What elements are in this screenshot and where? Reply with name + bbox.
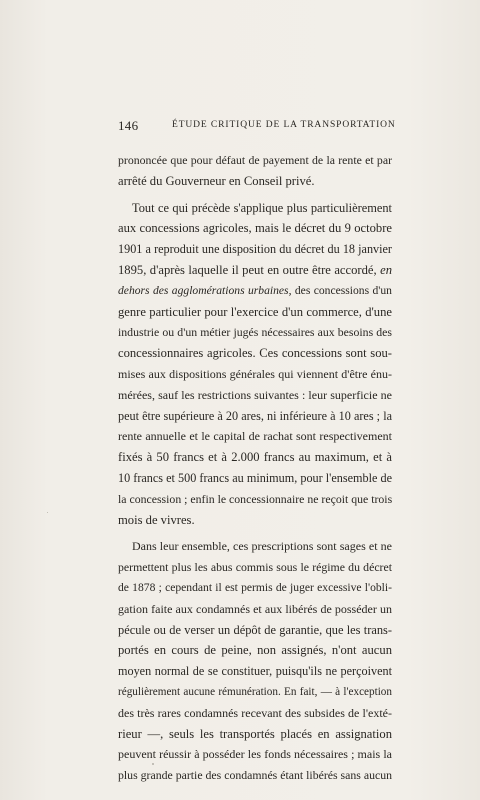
text-line [118, 765, 392, 786]
text-line [118, 536, 392, 557]
text-line-content: de 1878 ; cependant il est permis de juger excessive l'obli- [118, 580, 392, 594]
text-line [118, 406, 392, 427]
text-line [118, 557, 392, 578]
text-line-content: peut être supérieure à 20 ares, ni inférieure à 10 ares ; la [118, 408, 392, 423]
text-line-content: 1901 a reproduit une disposition du décret du 18 janvier [118, 242, 392, 257]
text-line-content: régulièrement aucune rémunération. En fait, — à l'exception [118, 685, 392, 698]
text-line-lead: 1895, d'après laquelle il peut en outre être accordé, [118, 262, 377, 277]
text-line [118, 724, 392, 745]
text-line-content [118, 281, 392, 302]
text-line [118, 661, 392, 682]
text-line-content: gation faite aux condamnés et aux libérés de posséder un [118, 601, 392, 616]
text-line [118, 260, 392, 281]
page-header [118, 118, 396, 134]
text-line [118, 302, 392, 323]
running-title: ÉTUDE CRITIQUE DE LA TRANSPORTATION [172, 120, 396, 130]
text-line-content [118, 260, 392, 281]
text-line [118, 703, 392, 724]
paper-speck [152, 763, 154, 765]
text-line-content: rente annuelle et le capital de rachat sont respectivement [118, 429, 392, 444]
text-line-content: arrêté du Gouverneur en Conseil privé. [118, 173, 315, 188]
text-line-content: prononcée que pour défaut de payement de la rente et par [118, 153, 392, 167]
text-line [118, 385, 392, 406]
text-line-content: pécule ou de verser un dépôt de garantie, que les trans- [118, 622, 392, 637]
text-line [118, 281, 392, 302]
text-line [118, 640, 392, 661]
text-line [118, 426, 392, 447]
text-line [118, 620, 392, 641]
text-line-content: la concession ; enfin le concessionnaire ne reçoit que trois [118, 491, 393, 506]
text-line [118, 599, 392, 620]
text-line [118, 171, 392, 192]
text-line [118, 447, 392, 468]
paper-speck [47, 512, 48, 513]
text-line [118, 744, 392, 765]
text-line-content: peuvent réussir à posséder les fonds nécessaires ; mais la [118, 747, 392, 762]
text-line-content: 10 francs et 500 francs au minimum, pour l'ensemble de [118, 470, 392, 485]
text-line-content: concessionnaires agricoles. Ces concessions sont sou- [118, 346, 392, 361]
page-number: 146 [118, 118, 139, 133]
text-line [118, 510, 392, 531]
italic-text: dehors des agglomérations urbaines, [118, 283, 292, 297]
text-line [118, 239, 392, 260]
body-text [118, 150, 392, 786]
text-line-content: mises aux dispositions générales qui viennent d'être énu- [118, 366, 392, 381]
text-line [118, 150, 392, 171]
text-line [118, 198, 392, 219]
text-line [118, 364, 392, 385]
italic-text: en [380, 262, 392, 277]
text-line-content: mérées, sauf les restrictions suivantes : leur superficie ne [118, 387, 392, 402]
text-line [118, 468, 392, 489]
text-line-content: permettent plus les abus commis sous le régime du décret [118, 560, 392, 575]
text-line [118, 322, 392, 343]
text-line-content: rieur —, seuls les transportés placés en assignation [118, 726, 392, 741]
text-line-content: mois de vivres. [118, 512, 195, 527]
text-line-content: industrie ou d'un métier jugés nécessaires aux besoins des [118, 325, 392, 340]
text-line [118, 682, 392, 703]
text-line [118, 489, 392, 510]
text-line-content: Tout ce qui précède s'applique plus particulièrement [132, 200, 392, 215]
text-line-content: des très rares condamnés recevant des subsides de l'exté- [118, 705, 392, 720]
text-line-content: moyen normal de se constituer, puisqu'ils ne perçoivent [118, 664, 392, 679]
text-line-content: Dans leur ensemble, ces prescriptions sont sages et ne [132, 539, 392, 554]
text-line [118, 343, 392, 364]
text-line [118, 578, 392, 599]
text-line-content: plus grande partie des condamnés étant libérés sans aucun [118, 768, 392, 783]
text-line [118, 218, 392, 239]
text-line-content: genre particulier pour l'exercice d'un commerce, d'une [118, 304, 392, 319]
text-line-content: aux concessions agricoles, mais le décret du 9 octobre [118, 221, 392, 236]
text-line-tail: des concessions d'un [294, 283, 392, 297]
text-line-content: fixés à 50 francs et à 2.000 francs au maximum, et à [118, 450, 392, 465]
text-line-content: portés en cours de peine, non assignés, n'ont aucun [118, 643, 392, 658]
